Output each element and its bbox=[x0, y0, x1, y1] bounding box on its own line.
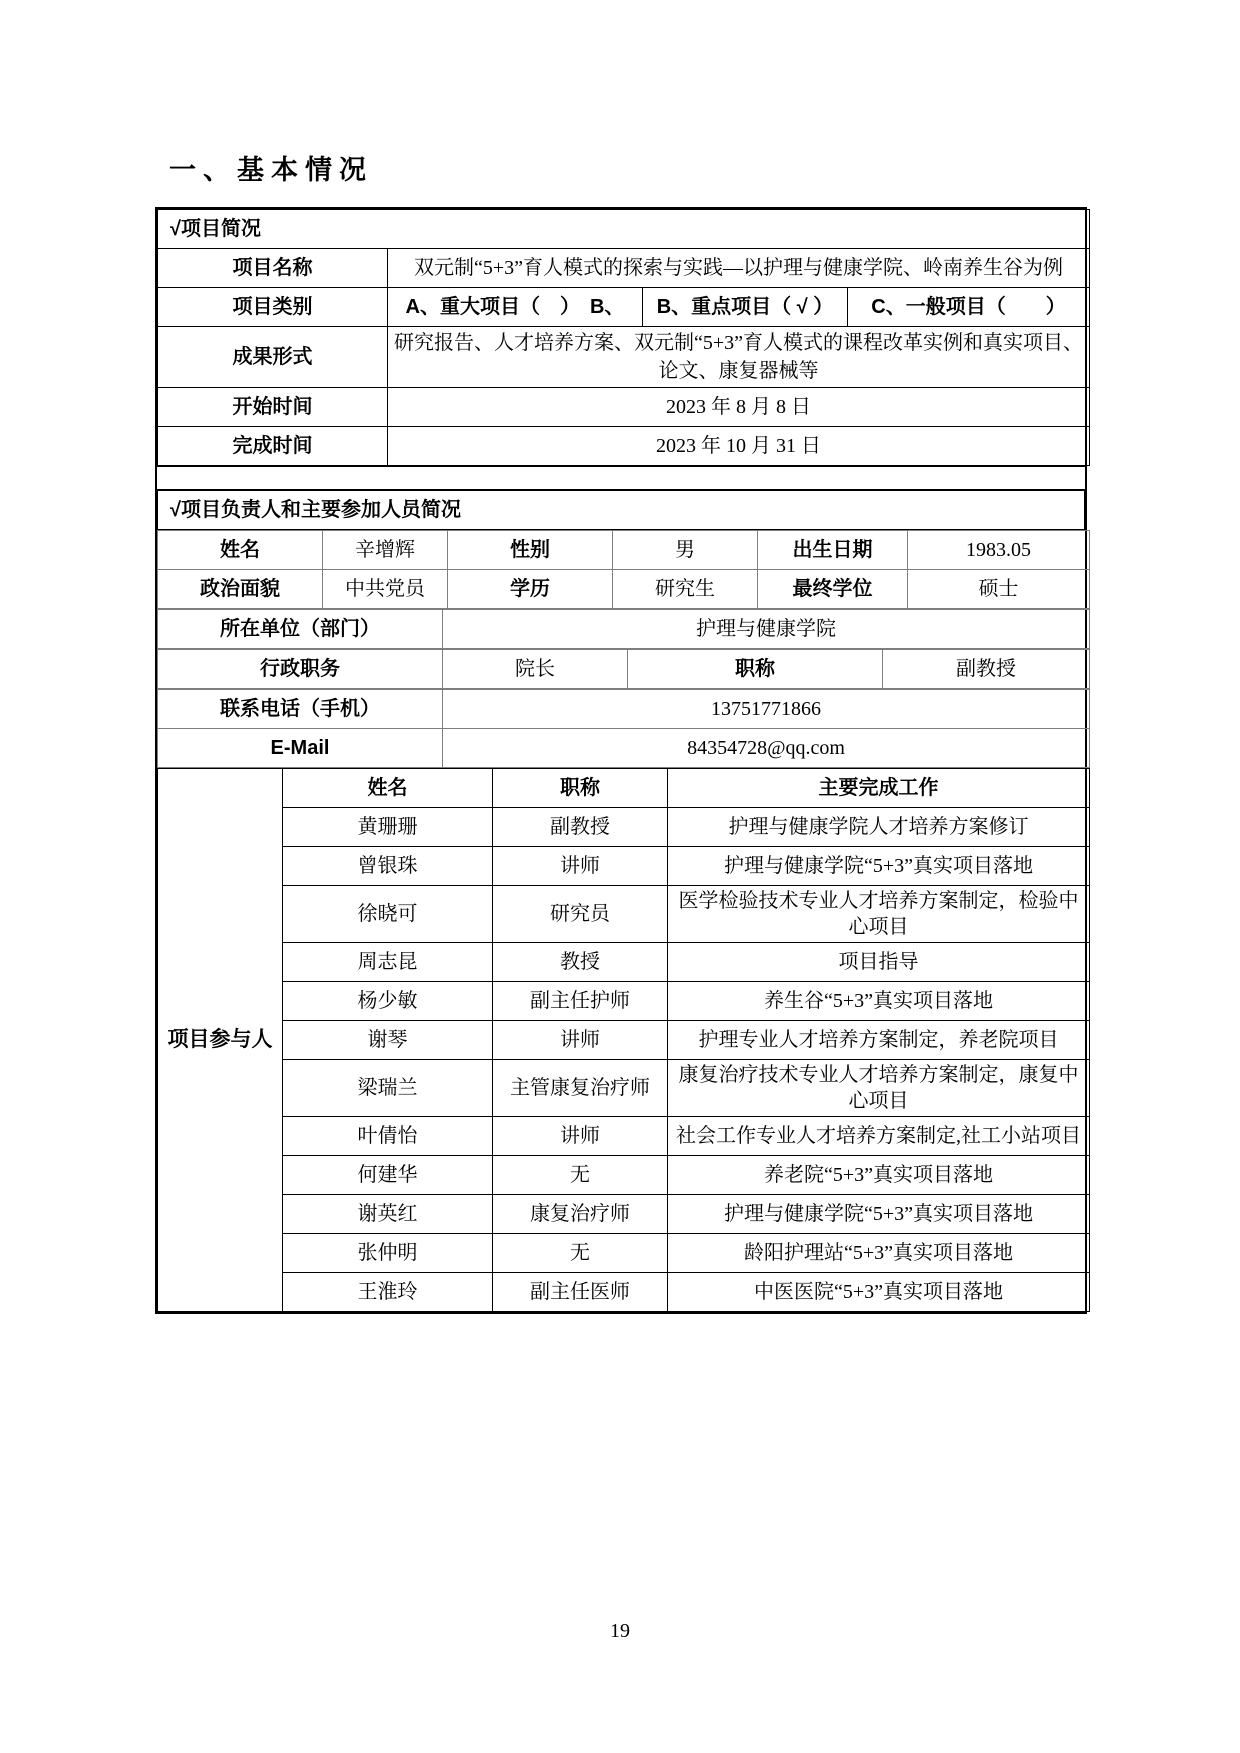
participant-work: 护理与健康学院“5+3”真实项目落地 bbox=[668, 1195, 1090, 1234]
leader-name-label: 姓名 bbox=[158, 531, 323, 570]
leader-phone-label: 联系电话（手机） bbox=[158, 690, 443, 729]
end-time-value: 2023 年 10 月 31 日 bbox=[388, 427, 1090, 466]
start-time-value: 2023 年 8 月 8 日 bbox=[388, 388, 1090, 427]
participant-name: 杨少敏 bbox=[283, 982, 493, 1021]
participant-work: 康复治疗技术专业人才培养方案制定，康复中心项目 bbox=[668, 1060, 1090, 1117]
result-form-value: 研究报告、人才培养方案、双元制“5+3”育人模式的课程改革实例和真实项目、论文、康复器械等 bbox=[388, 327, 1090, 388]
leader-degree-value: 硕士 bbox=[908, 570, 1090, 609]
participant-work: 中医医院“5+3”真实项目落地 bbox=[668, 1273, 1090, 1312]
participant-work: 医学检验技术专业人才培养方案制定，检验中心项目 bbox=[668, 886, 1090, 943]
participant-title: 讲师 bbox=[493, 847, 668, 886]
participant-name: 徐晓可 bbox=[283, 886, 493, 943]
leader-education-label: 学历 bbox=[448, 570, 613, 609]
participant-title: 康复治疗师 bbox=[493, 1195, 668, 1234]
participants-header-name: 姓名 bbox=[283, 769, 493, 808]
spacer-cell bbox=[157, 467, 1085, 490]
overview-section-label: √项目简况 bbox=[158, 210, 1090, 249]
personnel-section-label: √项目负责人和主要参加人员简况 bbox=[158, 491, 1085, 530]
leader-phone-value: 13751771866 bbox=[443, 690, 1090, 729]
leader-unit-label: 所在单位（部门） bbox=[158, 610, 443, 649]
participant-work: 龄阳护理站“5+3”真实项目落地 bbox=[668, 1234, 1090, 1273]
leader-gender-label: 性别 bbox=[448, 531, 613, 570]
participant-name: 黄珊珊 bbox=[283, 808, 493, 847]
project-name-label: 项目名称 bbox=[158, 249, 388, 288]
participant-row bbox=[158, 1273, 1090, 1312]
participant-row bbox=[158, 1195, 1090, 1234]
participant-row bbox=[158, 847, 1090, 886]
leader-politics-value: 中共党员 bbox=[323, 570, 448, 609]
participant-title: 讲师 bbox=[493, 1117, 668, 1156]
category-option-a: A、重大项目（ ） B、 bbox=[388, 288, 643, 327]
participant-title: 副主任医师 bbox=[493, 1273, 668, 1312]
participant-title: 副教授 bbox=[493, 808, 668, 847]
participants-table bbox=[157, 768, 1090, 1312]
participant-name: 王淮玲 bbox=[283, 1273, 493, 1312]
category-option-b: B、重点项目（ √ ） bbox=[643, 288, 848, 327]
project-name-value: 双元制“5+3”育人模式的探索与实践—以护理与健康学院、岭南养生谷为例 bbox=[388, 249, 1090, 288]
document-body bbox=[155, 140, 1087, 1314]
leader-gender-value: 男 bbox=[613, 531, 758, 570]
main-form-table bbox=[155, 207, 1087, 1314]
participant-name: 张仲明 bbox=[283, 1234, 493, 1273]
leader-title-label: 职称 bbox=[628, 650, 883, 689]
leader-education-value: 研究生 bbox=[613, 570, 758, 609]
leader-unit-table bbox=[157, 609, 1090, 649]
leader-name-value: 辛增辉 bbox=[323, 531, 448, 570]
participant-title: 讲师 bbox=[493, 1021, 668, 1060]
category-option-c: C、一般项目（ ） bbox=[848, 288, 1090, 327]
participant-name: 何建华 bbox=[283, 1156, 493, 1195]
leader-degree-label: 最终学位 bbox=[758, 570, 908, 609]
participant-work: 养生谷“5+3”真实项目落地 bbox=[668, 982, 1090, 1021]
leader-unit-value: 护理与健康学院 bbox=[443, 610, 1090, 649]
participant-name: 叶倩怡 bbox=[283, 1117, 493, 1156]
leader-politics-label: 政治面貌 bbox=[158, 570, 323, 609]
leader-contact-table bbox=[157, 689, 1090, 768]
participant-row bbox=[158, 886, 1090, 943]
participant-name: 谢琴 bbox=[283, 1021, 493, 1060]
end-time-label: 完成时间 bbox=[158, 427, 388, 466]
participant-title: 副主任护师 bbox=[493, 982, 668, 1021]
participant-row bbox=[158, 1234, 1090, 1273]
personnel-section-table bbox=[157, 490, 1085, 530]
leader-admin-value: 院长 bbox=[443, 650, 628, 689]
participant-row bbox=[158, 808, 1090, 847]
project-overview-table bbox=[157, 209, 1090, 466]
participant-row bbox=[158, 1117, 1090, 1156]
participant-name: 谢英红 bbox=[283, 1195, 493, 1234]
participant-work: 护理与健康学院“5+3”真实项目落地 bbox=[668, 847, 1090, 886]
leader-title-value: 副教授 bbox=[883, 650, 1090, 689]
leader-birth-label: 出生日期 bbox=[758, 531, 908, 570]
participant-title: 教授 bbox=[493, 943, 668, 982]
participant-work: 护理专业人才培养方案制定，养老院项目 bbox=[668, 1021, 1090, 1060]
leader-admin-label: 行政职务 bbox=[158, 650, 443, 689]
leader-email-value: 84354728@qq.com bbox=[443, 729, 1090, 768]
spacer-row bbox=[157, 466, 1085, 490]
leader-email-label: E-Mail bbox=[158, 729, 443, 768]
start-time-label: 开始时间 bbox=[158, 388, 388, 427]
participant-row bbox=[158, 943, 1090, 982]
participant-name: 梁瑞兰 bbox=[283, 1060, 493, 1117]
result-form-label: 成果形式 bbox=[158, 327, 388, 388]
participant-title: 研究员 bbox=[493, 886, 668, 943]
participant-work: 护理与健康学院人才培养方案修订 bbox=[668, 808, 1090, 847]
participant-row bbox=[158, 1021, 1090, 1060]
participant-name: 周志昆 bbox=[283, 943, 493, 982]
participant-work: 项目指导 bbox=[668, 943, 1090, 982]
participant-name: 曾银珠 bbox=[283, 847, 493, 886]
page-number: 19 bbox=[610, 1620, 630, 1642]
participant-row bbox=[158, 1060, 1090, 1117]
participant-row bbox=[158, 1156, 1090, 1195]
leader-info-table-6col bbox=[157, 530, 1090, 609]
participant-work: 社会工作专业人才培养方案制定,社工小站项目 bbox=[668, 1117, 1090, 1156]
page-title: 一、基本情况 bbox=[169, 155, 373, 185]
participant-title: 无 bbox=[493, 1156, 668, 1195]
participant-title: 无 bbox=[493, 1234, 668, 1273]
participants-group-label: 项目参与人 bbox=[158, 769, 283, 1312]
leader-birth-value: 1983.05 bbox=[908, 531, 1090, 570]
participants-header-work: 主要完成工作 bbox=[668, 769, 1090, 808]
leader-position-table bbox=[157, 649, 1090, 689]
participant-title: 主管康复治疗师 bbox=[493, 1060, 668, 1117]
participants-header-title: 职称 bbox=[493, 769, 668, 808]
participant-work: 养老院“5+3”真实项目落地 bbox=[668, 1156, 1090, 1195]
project-category-label: 项目类别 bbox=[158, 288, 388, 327]
participant-row bbox=[158, 982, 1090, 1021]
